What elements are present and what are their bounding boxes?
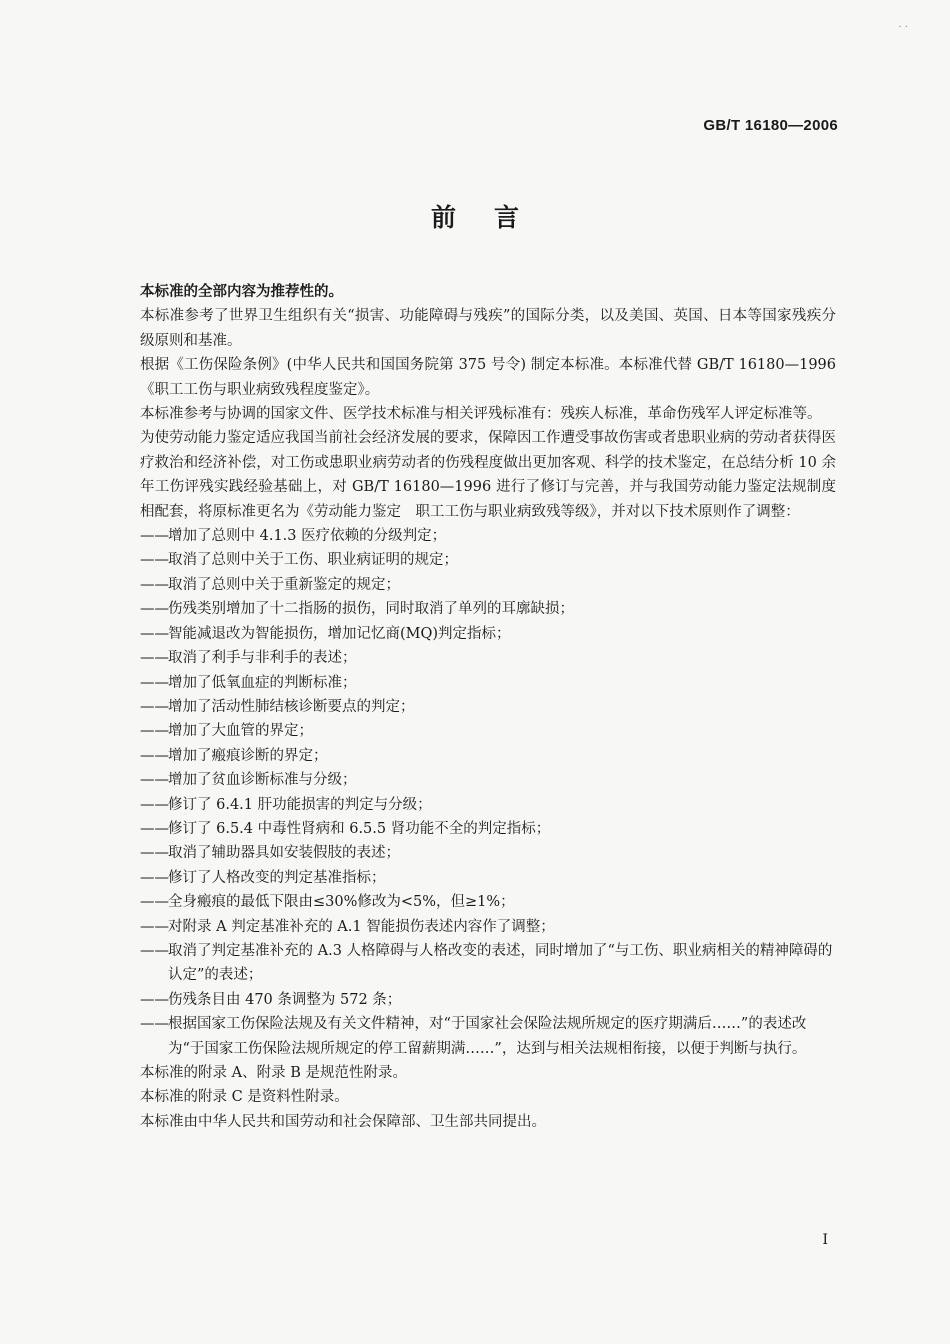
dash-mark: ——: [140, 942, 169, 959]
dash-mark: ——: [140, 723, 169, 740]
paragraph: 本标准参考了世界卫生组织有关“损害、功能障碍与残疾”的国际分类，以及美国、英国、日本等国家残疾分级原则和基准。: [140, 308, 836, 349]
list-item: ——增加了总则中 4.1.3 医疗依赖的分级判定；: [140, 524, 836, 548]
list-item: ——增加了贫血诊断标准与分级；: [140, 768, 836, 792]
list-item: ——修订了 6.5.4 中毒性肾病和 6.5.5 肾功能不全的判定指标；: [140, 817, 836, 841]
change-list: [140, 524, 836, 1061]
page-title: 前言: [430, 203, 557, 232]
dash-mark: ——: [140, 528, 169, 545]
list-item: ——增加了低氧血症的判断标准；: [140, 671, 836, 695]
dash-mark: ——: [140, 845, 169, 862]
list-item: ——智能减退改为智能损伤，增加记忆商(MQ)判定指标；: [140, 622, 836, 646]
list-item: ——增加了活动性肺结核诊断要点的判定；: [140, 695, 836, 719]
list-item: ——根据国家工伤保险法规及有关文件精神，对“于国家社会保险法规所规定的医疗期满后……”的表述改为“于国家工伤保险法规所规定的停工留薪期满……”，达到与相关法规相衔接，以便于判断与执行。: [140, 1012, 836, 1061]
paragraph: 本标准参考与协调的国家文件、医学技术标准与相关评残标准有：残疾人标准，革命伤残军人评定标准等。: [140, 406, 822, 423]
list-item: ——取消了辅助器具如安装假肢的表述；: [140, 841, 836, 865]
dash-mark: ——: [140, 991, 169, 1008]
dash-mark: ——: [140, 674, 169, 691]
dash-mark: ——: [140, 576, 169, 593]
dash-mark: ——: [140, 625, 169, 642]
dash-mark: ——: [140, 918, 169, 935]
list-item: ——取消了总则中关于重新鉴定的规定；: [140, 573, 836, 597]
dash-mark: ——: [140, 747, 169, 764]
dash-mark: ——: [140, 698, 169, 715]
dash-mark: ——: [140, 820, 169, 837]
list-item: ——对附录 A 判定基准补充的 A.1 智能损伤表述内容作了调整；: [140, 915, 836, 939]
list-item: ——增加了瘢痕诊断的界定；: [140, 744, 836, 768]
dash-mark: ——: [140, 650, 169, 667]
standard-number: GB/T 16180—2006: [703, 117, 838, 134]
dash-mark: ——: [140, 894, 169, 911]
paragraph: 本标准的全部内容为推荐性的。: [140, 283, 343, 300]
list-item: ——伤残类别增加了十二指肠的损伤，同时取消了单列的耳廓缺损；: [140, 597, 836, 621]
paragraph: 为使劳动能力鉴定适应我国当前社会经济发展的要求，保障因工作遭受事故伤害或者患职业病的劳动者获得医疗救治和经济补偿，对工伤或患职业病劳动者的伤残程度做出更加客观、科学的技术鉴定，在总结分析 10 余年工伤评残实践经验基础上，对 GB/T 16180—1996 进行了修订与完善，并与我国劳动能力鉴定法规制度相配套，将原标准更名为《劳动能力鉴定 职工工伤与职业病致残等级》，并对以下技术原则作了调整：: [140, 430, 836, 520]
dash-mark: ——: [140, 869, 169, 886]
scan-mark: · ·: [898, 22, 908, 33]
paragraph: 根据《工伤保险条例》(中华人民共和国国务院第 375 号令) 制定本标准。本标准代替 GB/T 16180—1996《职工工伤与职业病致残程度鉴定》。: [140, 357, 836, 398]
document-body: [140, 280, 836, 1134]
paragraph: 本标准的附录 C 是资料性附录。: [140, 1089, 349, 1106]
list-item: ——取消了判定基准补充的 A.3 人格障碍与人格改变的表述，同时增加了“与工伤、职业病相关的精神障碍的认定”的表述；: [140, 939, 836, 988]
list-item: ——修订了人格改变的判定基准指标；: [140, 866, 836, 890]
list-item: ——取消了利手与非利手的表述；: [140, 646, 836, 670]
page-number: I: [822, 1232, 828, 1248]
list-item: ——修订了 6.4.1 肝功能损害的判定与分级；: [140, 793, 836, 817]
dash-mark: ——: [140, 796, 169, 813]
list-item: ——全身瘢痕的最低下限由≤30%修改为<5%，但≥1%；: [140, 890, 836, 914]
paragraph: 本标准由中华人民共和国劳动和社会保障部、卫生部共同提出。: [140, 1113, 546, 1130]
list-item: ——取消了总则中关于工伤、职业病证明的规定；: [140, 548, 836, 572]
dash-mark: ——: [140, 1016, 169, 1033]
list-item: ——增加了大血管的界定；: [140, 719, 836, 743]
dash-mark: ——: [140, 772, 169, 789]
dash-mark: ——: [140, 552, 169, 569]
paragraph: 本标准的附录 A、附录 B 是规范性附录。: [140, 1065, 407, 1081]
list-item: ——伤残条目由 470 条调整为 572 条；: [140, 988, 836, 1012]
dash-mark: ——: [140, 601, 169, 618]
